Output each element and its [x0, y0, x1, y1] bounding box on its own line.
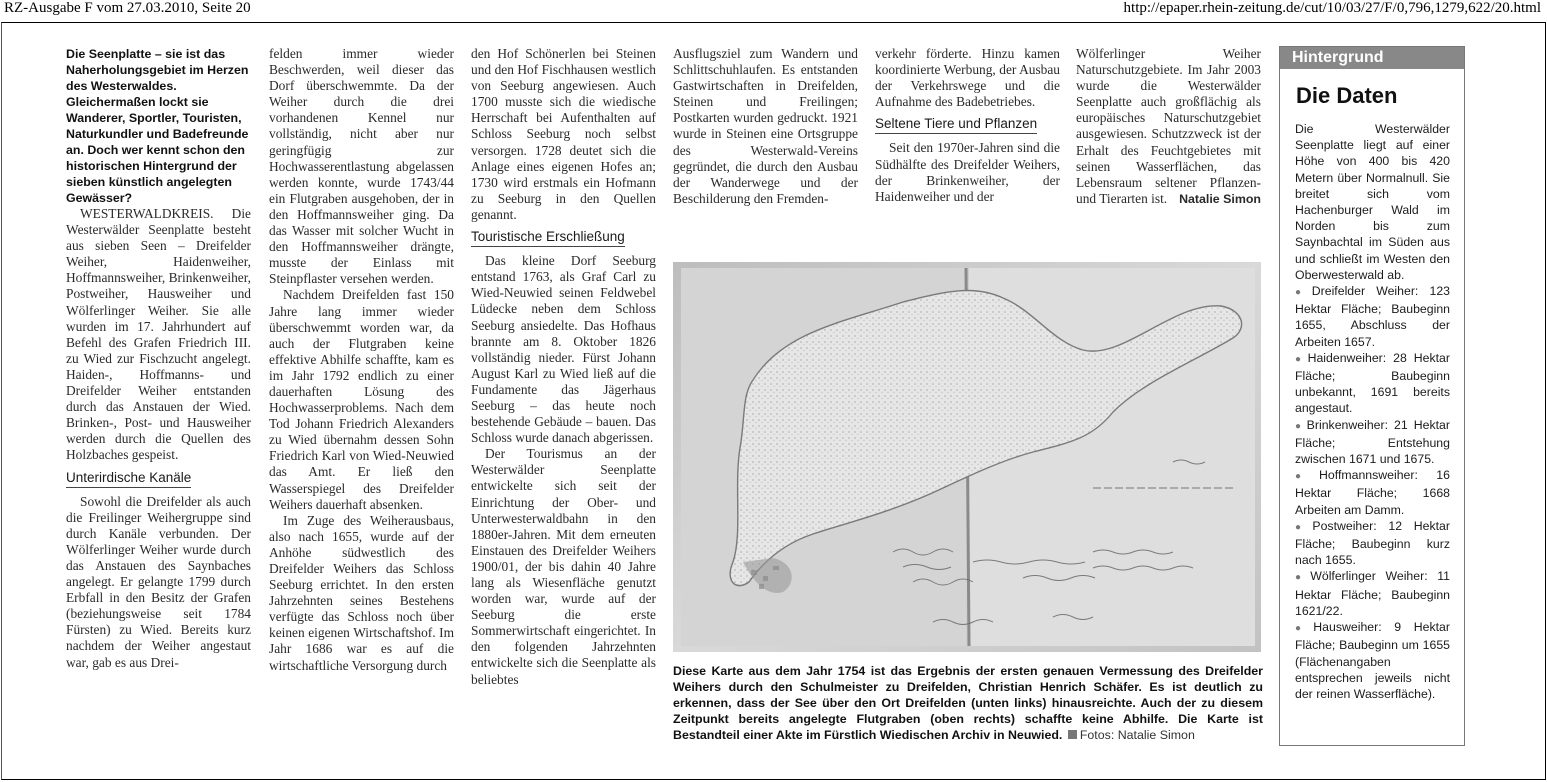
article-paragraph: Der Tourismus an der Westerwälder Seenplatte entwickelte sich seit der Einrichtung der Ober- und Unterwesterwaldbahn in den 1880er-Jahren. Mit dem erneuten Einstauen des Dreifelder Weihers 1900/01, der bis dahin 40 Jahre lang als Wiesenfläche genutzt worden war, wurde auf der Seeburg die erste Sommerwirtschaft eingerichtet. In den folgenden Jahrzehnten entwickelte sich die Seenplatte als beliebtes — [471, 446, 656, 687]
box-body — [1280, 121, 1464, 702]
article-column-5 — [875, 46, 1060, 205]
historic-map-image — [673, 262, 1261, 652]
box-intro: Die Westerwälder Seenplatte liegt auf einer Höhe von 400 bis 420 Metern über Normalnull. Sie breitet sich vom Hachenburger Wald im Norden bis zum Saynbachtal im Süden aus und schließt im Westen den Oberwesterwald ab. — [1295, 122, 1450, 282]
list-item: ● Hausweiher: 9 Hektar Fläche; Baubeginn um 1655 (Flächenangaben entsprechen jeweils nicht der reinen Wasserfläche). — [1295, 619, 1450, 702]
subheading-seltene-tiere: Seltene Tiere und Pflanzen — [875, 116, 1037, 134]
list-item: ● Hoffmannsweiher: 16 Hektar Fläche; 1668 Arbeiten am Damm. — [1295, 467, 1450, 518]
list-item: ● Haidenweiher: 28 Hektar Fläche; Baubeginn unbekannt, 1691 bereits angestaut. — [1295, 350, 1450, 417]
article-column-4 — [673, 46, 858, 207]
article-paragraph: Ausflugsziel zum Wandern und Schlittschuhlaufen. Es entstanden Gastwirtschaften in Dreifelden, Steinen und Freilingen; Postkarten wurden gedruckt. 1921 wurde in Steinen eine Ortsgruppe des Westerwald-Vereins gegründet, die durch den Ausbau der Wanderwege und der Beschilderung den Fremden- — [673, 46, 858, 206]
article-paragraph: Seit den 1970er-Jahren sind die Südhälfte des Dreifelder Weihers, der Brinkenweiher, der Haidenweiher und der — [875, 140, 1060, 204]
subheading-touristische-erschliessung: Touristische Erschließung — [471, 229, 625, 247]
article-paragraph: Das kleine Dorf Seeburg entstand 1763, als Graf Carl zu Wied-Neuwied seinen Feldwebel Lüdecke neben dem Schloss Seeburg ansiedelte. Das Hofhaus brannte am 8. Oktober 1826 vollständig nieder. Fürst Johann August Karl zu Wied ließ auf die Fundamente das Jägerhaus Seeburg – das heute noch bestehende Gebäude – bauen. Das Schloss wurde danach abgerissen. — [471, 253, 656, 446]
article-column-2 — [269, 46, 454, 674]
box-label: Hintergrund — [1280, 47, 1464, 69]
article-paragraph: felden immer wieder Beschwerden, weil dieser das Dorf überschwemmte. Da der Weiher durch die drei vorhandenen Kennel nur vollständig, nicht aber nur geringfügig zur Hochwasserentlastung abgelassen werden konnte, wurde 1743/44 ein Flutgraben ausgehoben, der in den Hoffmannsweiher ging. Da das Wasser mit solcher Wucht in den Hoffmannsweiher drängte, musste der Einlass mit Steinpflaster versehen werden. — [269, 46, 454, 287]
article-column-3 — [471, 46, 656, 688]
box-title: Die Daten — [1296, 83, 1398, 108]
photo-credit: Fotos: Natalie Simon — [1079, 728, 1195, 742]
article-paragraph: den Hof Schönerlen bei Steinen und den Hof Fischhausen westlich von Seeburg angewiesen. Auch 1700 musste sich die wiedische Herrschaft bei Aufenthalten auf Schloss Seeburg noch selbst versorgen. 1728 deutet sich die Anlage eines eigenen Hofes an; 1730 wird erstmals ein Hofmann zu Seeburg in den Quellen genannt. — [471, 46, 656, 222]
author-signature: Natalie Simon — [1179, 191, 1261, 206]
map-caption: Diese Karte aus dem Jahr 1754 ist das Ergebnis der ersten genauen Vermessung des Dreifelder Weihers durch den Schulmeister zu Dreifelden, Christian Henrich Schäfer. Es ist deutlich zu erkennen, dass der See über den Ort Dreifelden (unten links) hinausreichte. Auch der zu diesem Zeitpunkt bereits angelegte Flutgraben (oben rechts) schaffte keine Abhilfe. Die Karte ist Bestandteil einer Akte im Fürstlich Wiedischen Archiv in Neuwied. Fotos: Natalie Simon — [673, 664, 1263, 742]
article-paragraph: Sowohl die Dreifelder als auch die Freilinger Weihergruppe sind durch Kanäle verbunden. Der Wölferlinger Weiher wurde durch das Anstauen des Saynbaches angelegt. Er gelangte 1799 durch Erbfall in den Besitz der Grafen (beziehungsweise seit 1784 Fürsten) zu Wied. Bereits kurz nachdem der Weiher angestaut war, gab es aus Drei- — [66, 493, 251, 670]
article-paragraph: Im Zuge des Weiherausbaus, also nach 1655, wurde auf der Anhöhe südwestlich des Dreifelder Weihers das Schloss Seeburg errichtet. In den ersten Jahrzehnten seines Bestehens verfügte das Schloss noch über keinen eigenen Wirtschaftshof. Im Jahr 1686 war es auf die wirtschaftliche Versorgung durch — [269, 512, 454, 673]
article-column-1 — [66, 46, 251, 671]
source-url[interactable]: http://epaper.rhein-zeitung.de/cut/10/03/27/F/0,796,1279,622/20.html — [1123, 0, 1541, 16]
article-lead: Die Seenplatte – sie ist das Naherholungsgebiet im Herzen des Westerwaldes. Gleichermaßen lockt sie Wanderer, Sportler, Touristen, Naturkundler und Badefreunde an. Doch wer kennt schon den historischen Hintergrund der sieben künstlich angelegten Gewässer? — [66, 47, 249, 205]
list-item: ● Dreifelder Weiher: 123 Hektar Fläche; Baubeginn 1655, Abschluss der Arbeiten 1657. — [1295, 283, 1450, 350]
article-paragraph: WESTERWALDKREIS. Die Westerwälder Seenplatte besteht aus sieben Seen – Dreifelder Weiher, Haidenweiher, Hoffmannsweiher, Brinkenweiher, Postweiher, Hausweiher und Wölferlinger Weiher. Sie alle wurden im 17. Jahrhundert auf Befehl des Grafen Friedrich III. zu Wied zur Fischzucht angelegt. Haiden-, Hoffmanns- und Dreifelder Weiher entstanden durch das Anstauen der Wied. Brinken-, Post- und Hausweiher werden durch die Quellen des Holzbaches gespeist. — [66, 206, 251, 463]
subheading-unterirdische-kanaele: Unterirdische Kanäle — [66, 470, 191, 488]
list-item: ● Wölferlinger Weiher: 11 Hektar Fläche; Baubeginn 1621/22. — [1295, 568, 1450, 619]
photo-credit-marker — [1068, 730, 1077, 739]
article-paragraph: verkehr förderte. Hinzu kamen koordinierte Werbung, der Ausbau der Verkehrswege und die Aufnahme des Badebetriebes. — [875, 46, 1060, 110]
article-paragraph: Wölferlinger Weiher Naturschutzgebiete. Im Jahr 2003 wurde die Westerwälder Seenplatte auch großflächig als europäisches Naturschutzgebiet ausgewiesen. Schutzzweck ist der Erhalt des Feuchtgebietes mit seinen Wasserflächen, das Lebensraum seltener Pflanzen- und Tierarten ist. Natalie Simon — [1076, 46, 1261, 206]
list-item: ● Postweiher: 12 Hektar Fläche; Baubeginn kurz nach 1655. — [1295, 518, 1450, 569]
article-column-6 — [1076, 46, 1261, 207]
article-paragraph: Nachdem Dreifelden fast 150 Jahre lang immer wieder überschwemmt worden war, da auch der Flutgraben keine effektive Abhilfe schaffte, kam es im Jahr 1792 endlich zu einer dauerhaften Lösung des Hochwasserproblems. Nach dem Tod Johann Friedrich Alexanders zu Wied übernahm dessen Sohn Friedrich Karl von Wied-Neuwied das Amt. Er ließ den Wasserspiegel des Dreifelder Weihers dauerhaft absenken. — [269, 287, 454, 512]
background-info-box — [1279, 46, 1465, 746]
print-edition-header: RZ-Ausgabe F vom 27.03.2010, Seite 20 — [4, 0, 251, 16]
list-item: ● Brinkenweiher: 21 Hektar Fläche; Entstehung zwischen 1671 und 1675. — [1295, 417, 1450, 468]
